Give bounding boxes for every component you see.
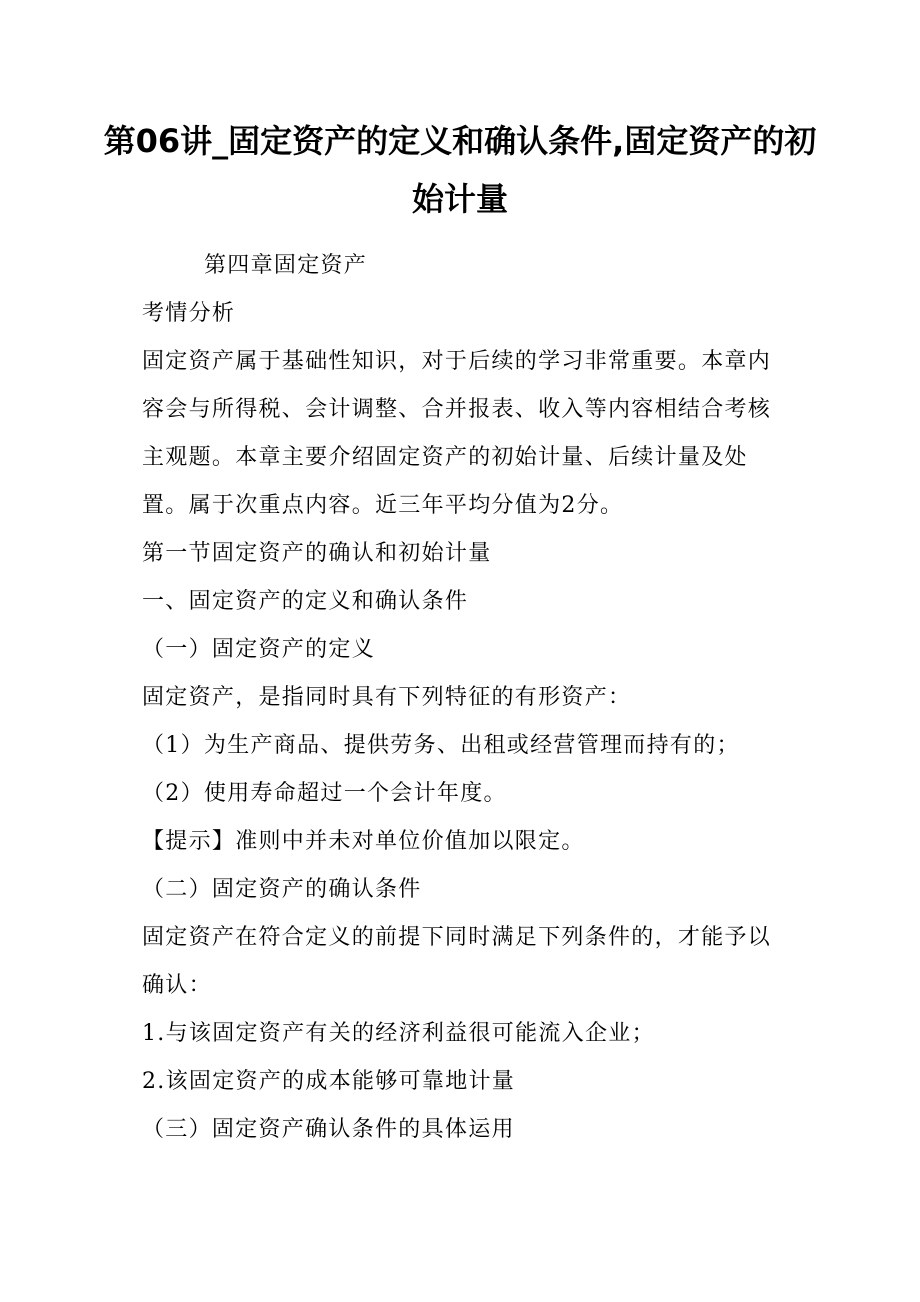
analysis-paragraph: 固定资产属于基础性知识，对于后续的学习非常重要。本章内容会与所得税、会计调整、合并报表、收入等内容相结合考核主观题。本章主要介绍固定资产的初始计量、后续计量及处置。属于次重点内容。近三年平均分值为2分。 bbox=[142, 349, 772, 518]
analysis-heading: 考情分析 bbox=[142, 301, 236, 326]
feature-item: （2）使用寿命超过一个会计年度。 bbox=[142, 781, 507, 806]
tip-note: 【提示】准则中并未对单位价值加以限定。 bbox=[142, 829, 585, 854]
document-body bbox=[142, 242, 782, 1154]
item-heading: （三）固定资产确认条件的具体运用 bbox=[142, 1117, 515, 1142]
feature-item: （1）为生产商品、提供劳务、出租或经营管理而持有的； bbox=[142, 733, 740, 758]
condition-item: 2.该固定资产的成本能够可靠地计量 bbox=[142, 1069, 516, 1094]
item-heading: （一）固定资产的定义 bbox=[142, 637, 376, 662]
definition-paragraph: 固定资产，是指同时具有下列特征的有形资产： bbox=[142, 685, 632, 710]
section-heading: 第一节固定资产的确认和初始计量 bbox=[142, 541, 492, 566]
recognition-paragraph: 固定资产在符合定义的前提下同时满足下列条件的，才能予以确认： bbox=[142, 925, 772, 998]
condition-item: 1.与该固定资产有关的经济利益很可能流入企业； bbox=[142, 1021, 655, 1046]
item-heading: （二）固定资产的确认条件 bbox=[142, 877, 422, 902]
document-title: 第06讲_固定资产的定义和确认条件,固定资产的初始计量 bbox=[103, 122, 817, 218]
subsection-heading: 一、固定资产的定义和确认条件 bbox=[142, 589, 469, 614]
chapter-heading: 第四章固定资产 bbox=[204, 253, 368, 278]
